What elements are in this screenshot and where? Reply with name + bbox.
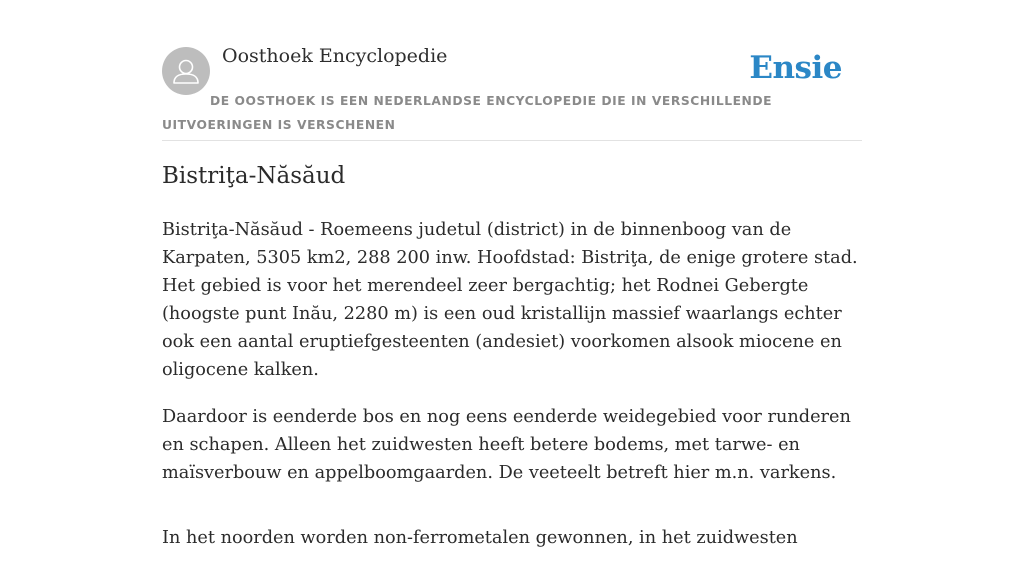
page-title: Bistriţa-Năsăud (162, 163, 346, 189)
site-name-link[interactable]: Oosthoek Encyclopedie (222, 45, 448, 67)
site-tagline: DE OOSTHOEK IS EEN NEDERLANDSE ENCYCLOPEDIE DIE IN VERSCHILLENDE UITVOERINGEN IS VERSCHENEN (162, 94, 773, 132)
article-body (162, 216, 862, 571)
brand-logo[interactable]: Ensie (749, 50, 842, 86)
article-paragraph: Daardoor is eenderde bos en nog eens eenderde weidegebied voor runderen en schapen. Alleen het zuidwesten heeft betere bodems, met tarwe- en maïsverbouw en appelboomgaarden. De veeteelt betreft hier m.n. varkens. (162, 407, 851, 483)
page (162, 0, 862, 548)
site-header (162, 0, 862, 141)
user-icon (162, 47, 210, 95)
article-paragraph: In het noorden worden non-ferrometalen gewonnen, in het zuidwesten (162, 528, 798, 548)
article-paragraph: Bistriţa-Năsăud - Roemeens judetul (district) in de binnenboog van de Karpaten, 5305 km2, 288 200 inw. Hoofdstad: Bistriţa, de enige grotere stad. Het gebied is voor het merendeel zeer bergachtig; het Rodnei Gebergte (hoogste punt Inău, 2280 m) is een oud kristallijn massief waarlangs echter ook een aantal eruptiefgesteenten (andesiet) voorkomen alsook miocene en oligocene kalken. (162, 220, 858, 380)
avatar[interactable] (162, 47, 210, 95)
